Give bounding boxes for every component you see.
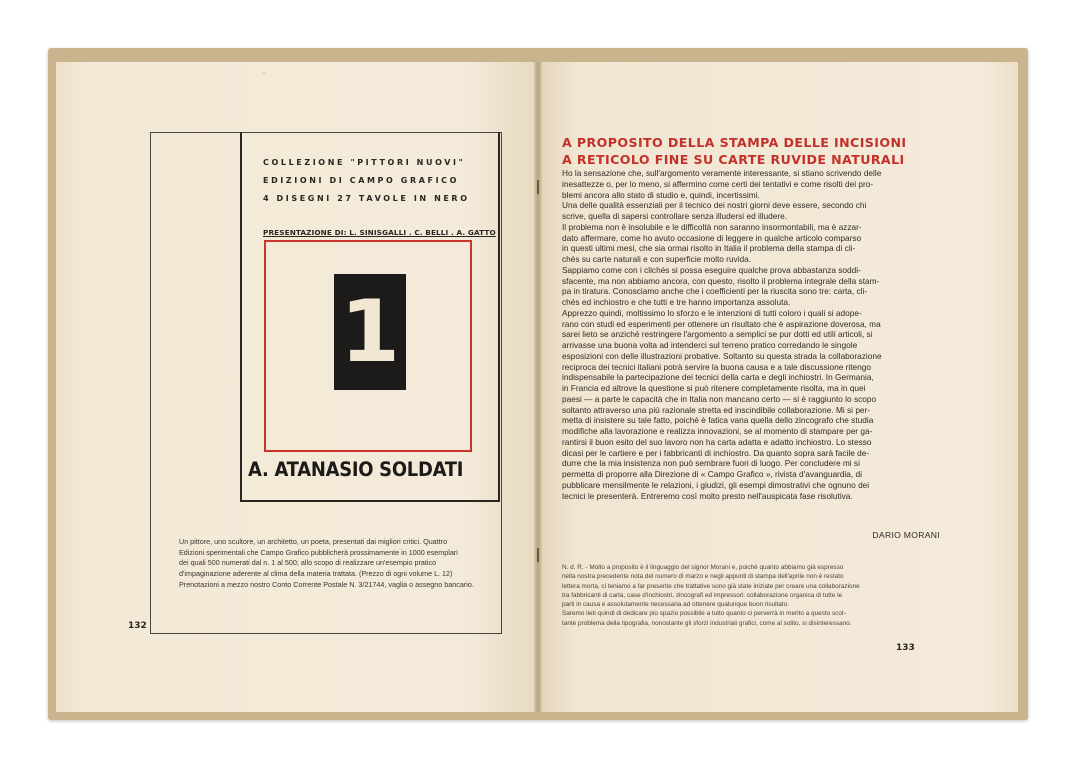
advertisement-caption: [179, 537, 485, 591]
binding-stitch: [537, 180, 539, 194]
note-line: Saremo lieti quindi di dedicare più spazio possibile a tutto quanto ci perverrà in merito a questo scot-: [562, 610, 846, 618]
note-line: N. d. R. - Molto a proposito è il linguaggio del signor Morani e, poichè quanto abbiamo già espresso: [562, 564, 844, 571]
article-headline: A RETICOLO FINE SU CARTE RUVIDE NATURALI: [562, 152, 905, 167]
body-line: pa in tiratura. Conosciamo anche che i coefficienti per la riuscita sono tre: carta, cli-: [562, 286, 868, 297]
body-line: dato affermare, come ho avuto occasione di leggere in qualche articolo comparso: [562, 232, 862, 243]
page-number-right: 133: [896, 643, 915, 653]
caption-line: Prenotazioni a mezzo nostro Conto Corrente Postale N. 3/21744, vaglia o assegno bancario.: [179, 579, 474, 589]
body-line: sarei lieto se anziché restringere l'argomento a semplici se pur dotti ed utili articoli, si: [562, 329, 873, 340]
note-line: nella nostra precedente nota del numero di marzo e negli appunti di stampa dell'aprile non è restato: [562, 573, 844, 581]
article-headline: A PROPOSITO DELLA STAMPA DELLE INCISIONI: [562, 135, 907, 150]
author-signature: DARIO MORANI: [872, 530, 940, 540]
caption-line: Edizioni sperimentali che Campo Grafico pubblicherà prossimamente in 1000 esemplari: [179, 547, 458, 557]
body-line: modifiche alla lavorazione e realizza innovazioni, se al momento di stampare per ga-: [562, 426, 873, 436]
body-line: Ho la sensazione che, sull'argomento veramente interessante, si stiano scrivendo delle: [562, 168, 882, 178]
body-line: chés su carte naturali e con superficie molto ruvida.: [562, 254, 752, 264]
caption-line: d'impaginazione aderente al clima della materia trattata. (Prezzo di ogni volume L. 12): [179, 569, 453, 579]
body-line: reciproca dei tecnici italiani potrà servire la buona causa e a tale discussione ritengo: [562, 361, 872, 372]
body-line: permetta di proporre alla Direzione di « Campo Grafico », rivista d'avanguardia, di: [562, 469, 862, 479]
note-line: tra fabbricanti di carta, case d'inchiostri, zincografi ed impressori: collaborazione organica di tutte le: [562, 591, 843, 599]
body-line: sfacente, ma non abbiamo ancora, con questo, risolto il problema integrale della stam-: [562, 275, 880, 286]
collection-line: COLLEZIONE "PITTORI NUOVI": [263, 158, 466, 167]
body-line: soltanto attraverso una più razionale stretta ed inscindibile collaborazione. Mi si per-: [562, 404, 871, 415]
body-line: esposizioni con delle illustrazioni probative. Soltanto su questa strada la collaborazione: [562, 350, 882, 361]
body-line: blemi ancora allo stato di studio e, quindi, incertissimi.: [562, 189, 760, 200]
article-body: [562, 168, 940, 501]
body-line: dicasi per le cartiere e per i fabbricanti di inchiostro. Da quanto sopra sarà facile de-: [562, 447, 870, 458]
print-speck: ˙: [262, 72, 266, 81]
note-line: tante problema della tipografia, nonostante gli sforzi industriali grafici, come al solito, si disinteressano.: [562, 619, 852, 627]
binding-stitch: [537, 548, 539, 562]
body-line: Una delle qualità essenziali per il tecnico dei nostri giorni deve essere, secondo chi: [562, 200, 867, 211]
editor-note: [562, 563, 942, 628]
body-line: tecnici le presenterà. Entreremo così molto presto nell'auspicata fase risolutiva.: [562, 490, 853, 501]
note-line: parti in causa e assolutamente necessaria ad ottenere qualunque buon risultato.: [562, 601, 790, 609]
body-line: rano con studi ed esperimenti per ottenere un risultato che è aspirazione doverosa, ma: [562, 318, 881, 329]
body-line: Il problema non è insolubile e le difficoltà non saranno insormontabili, ma è azzar-: [562, 221, 862, 232]
artist-name: A. ATANASIO SOLDATI: [248, 458, 464, 481]
body-line: pubblicare mensilmente le relazioni, i giudizi, gli esempi dimostrativi che ognuno dei: [562, 479, 870, 490]
presentation-credits: PRESENTAZIONE DI: L. SINISGALLI . C. BELLI . A. GATTO: [263, 228, 496, 237]
body-line: Apprezzo quindi, moltissimo lo sforzo e le intenzioni di tutti coloro i quali si adope-: [562, 307, 862, 318]
page-number-left: 132: [128, 621, 147, 631]
collection-line: EDIZIONI DI CAMPO GRAFICO: [263, 176, 460, 185]
body-line: Sappiamo come con i clichés si possa eseguire qualche prova abbastanza soddi-: [562, 264, 861, 275]
body-line: rantirsi il buon esito del suo lavoro non ha carta adatta e adatto inchiostro. Lo stesso: [562, 436, 872, 447]
book-gutter: [534, 62, 542, 712]
body-line: in questi ultimi mesi, che sia ormai risolto in Italia il problema della stampa di cli-: [562, 243, 856, 254]
body-line: durre che la mia insistenza non può sembrare fuori di luogo. Per concludere mi si: [562, 458, 860, 469]
body-line: inesattezze o, per lo meno, si affermino come certi dei tentativi e come risolti dei pro-: [562, 178, 874, 189]
body-line: in Francia ed altrove la questione si può ritenere completamente risolta, ma in quei: [562, 383, 866, 393]
body-line: paesi — a parte le capacità che in Italia non mancano certo — si è raggiunto lo scopo: [562, 393, 877, 404]
body-line: chés ed inchiostro e che tutti e tre hanno importanza assoluta.: [562, 297, 791, 307]
volume-number: 1: [334, 274, 406, 390]
body-line: scrive, quella di sapersi controllare senza illudersi ed illudere.: [562, 211, 788, 221]
body-line: metta di insistere su tale fatto, poichè è fatica vana quella dello zincografo che studia: [562, 415, 874, 426]
note-line: lettera morta, ci teniamo a far presente che trattative sono già state iniziate per creare una collaborazione: [562, 582, 860, 590]
caption-line: Un pittore, uno scultore, un architetto, un poeta, presentati dai migliori critici. Quattro: [179, 537, 448, 546]
caption-line: dei quali 500 numerati dal n. 1 al 500; allo scopo di realizzare un'esempio pratico: [179, 558, 437, 568]
body-line: arrivasse una buona volta ad intenderci sul terreno pratico corredando le singole: [562, 340, 858, 350]
body-line: indispensabile la partecipazione dei tecnici della carta e degli inchiostri. In Germania,: [562, 372, 874, 383]
collection-line: 4 DISEGNI 27 TAVOLE IN NERO: [263, 194, 470, 203]
